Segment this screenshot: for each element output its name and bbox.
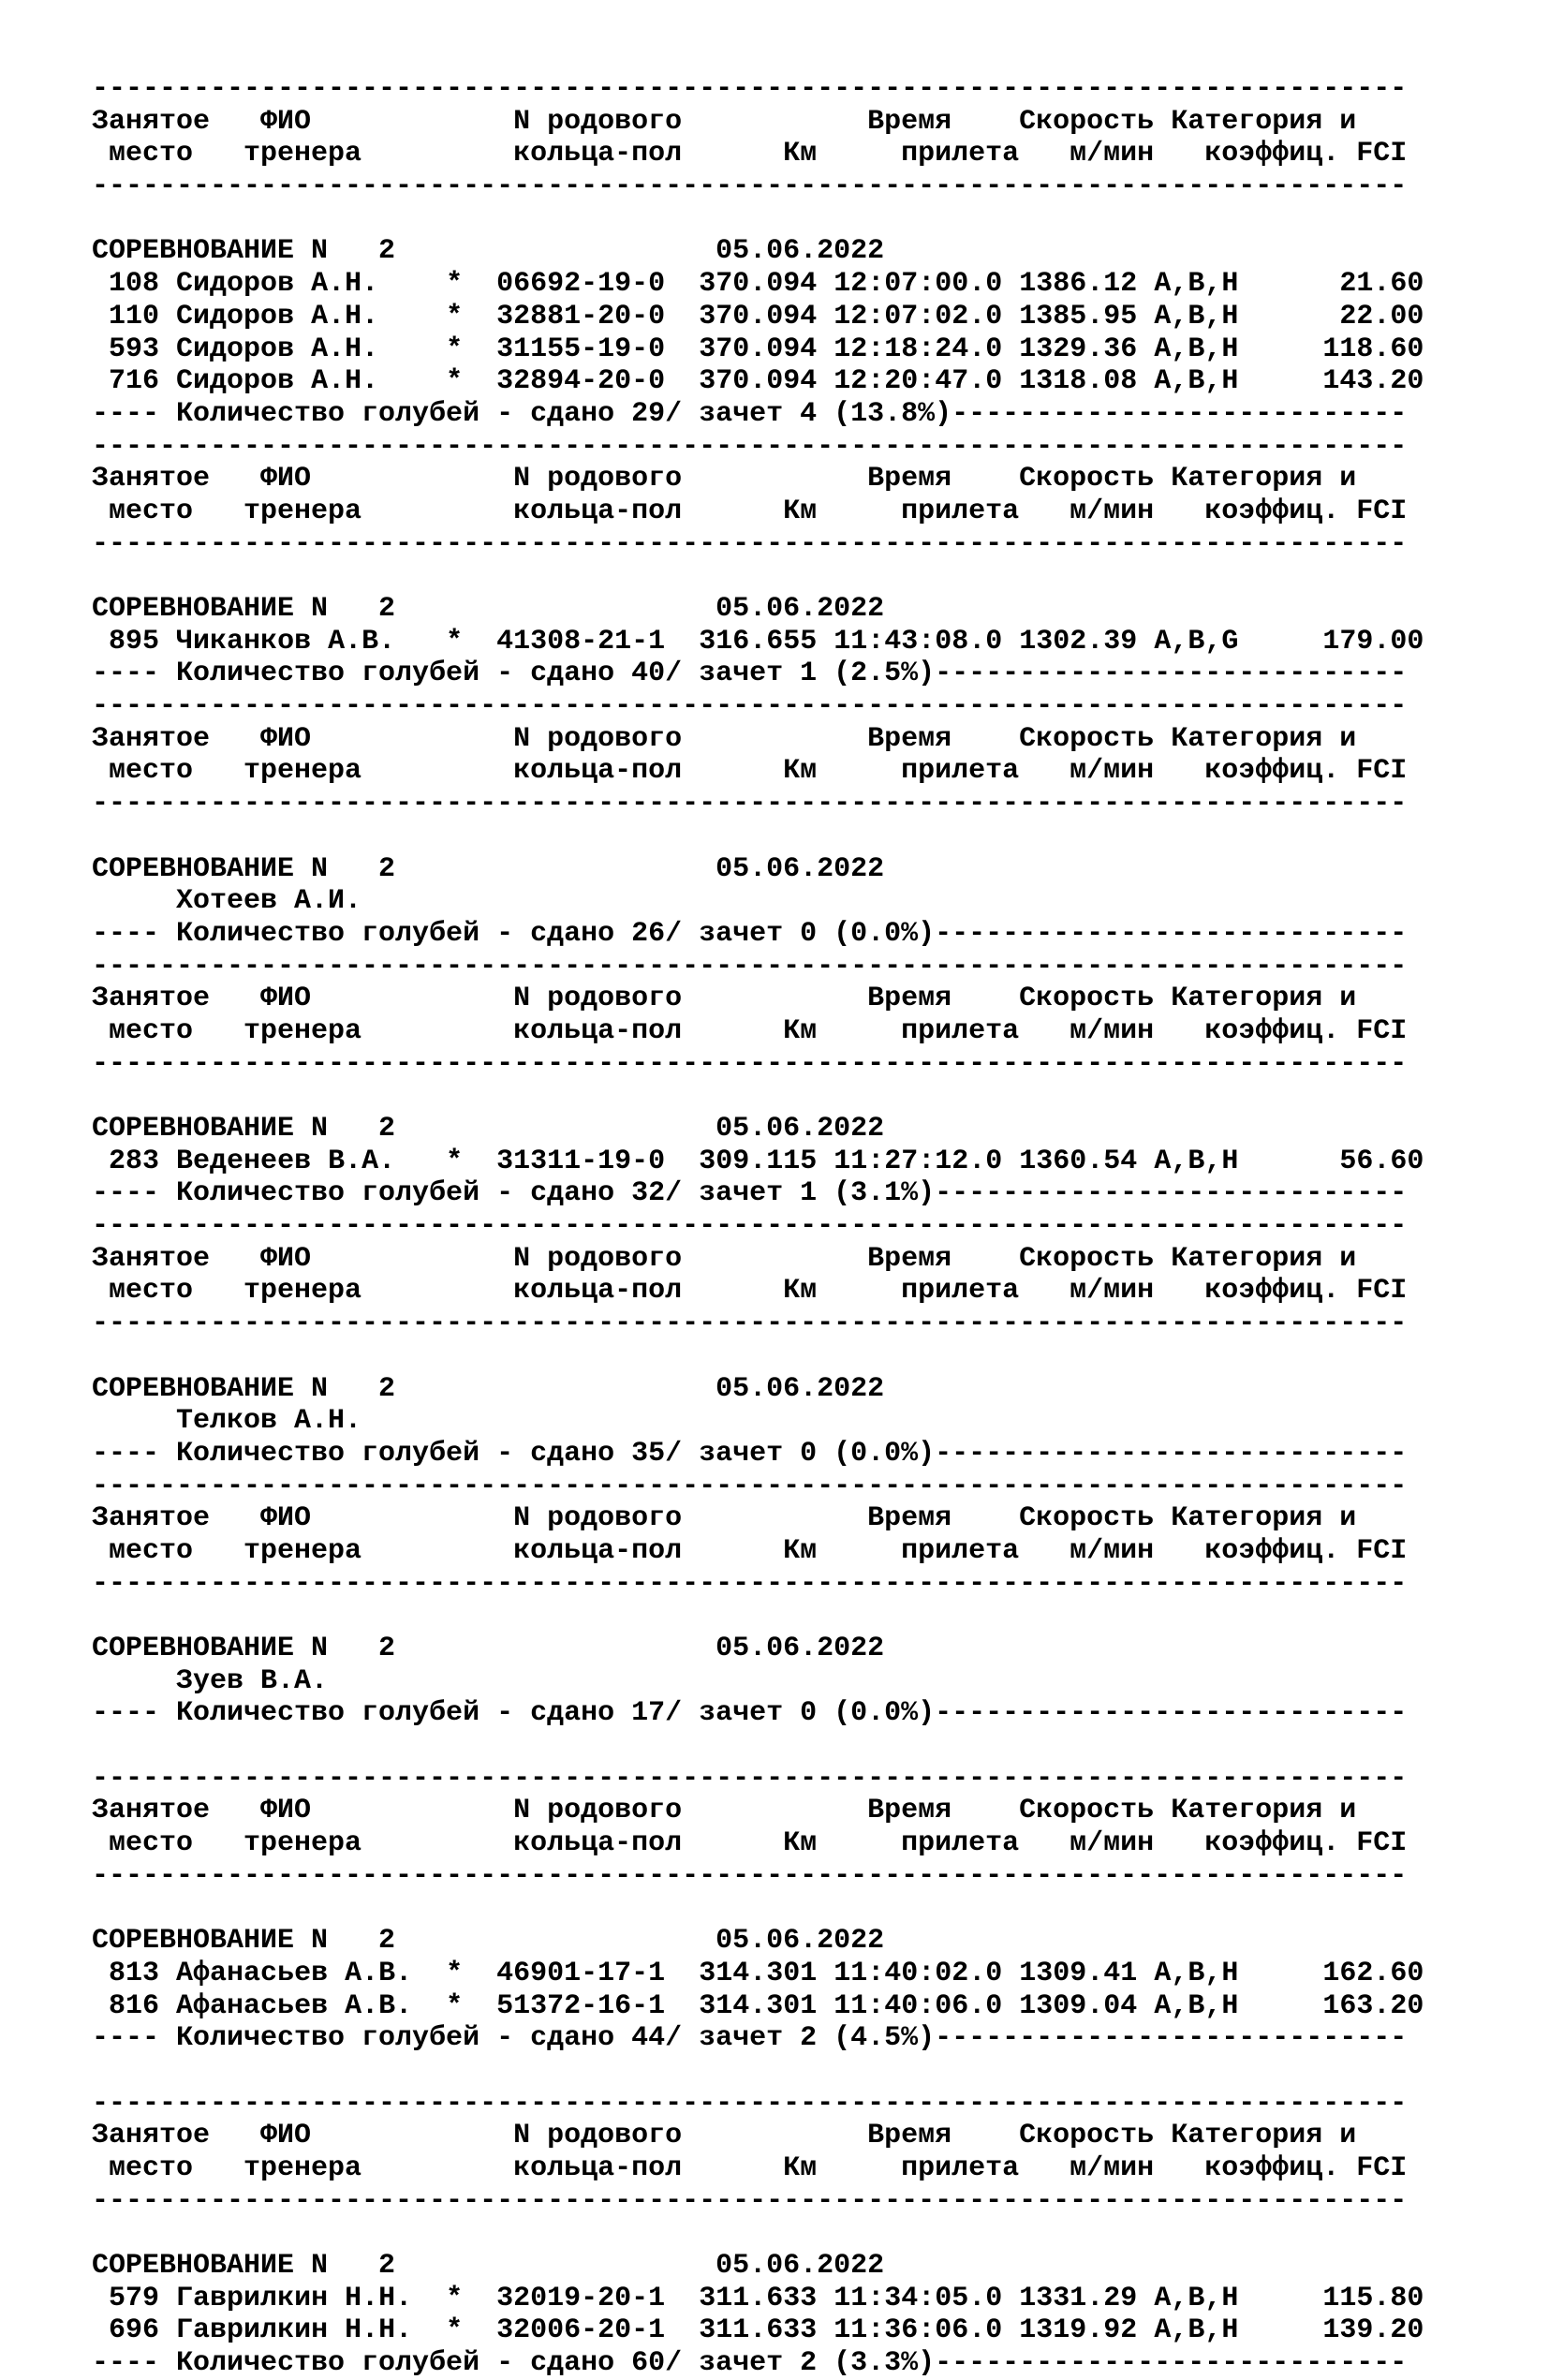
speed: 1360.54 (1019, 1145, 1138, 1177)
summary-line: ---- Количество голубей - сдано 29/ зачет 4 (13.8%)--------------------------- (92, 397, 1408, 430)
trainer-name: Веденеев В.А. (176, 1145, 396, 1177)
summary-line: ---- Количество голубей - сдано 60/ зачет 2 (3.3%)---------------------------- (92, 2347, 1408, 2380)
fci: 163.20 (1322, 1989, 1424, 2022)
ring-number: 32006-20-1 (496, 2314, 666, 2347)
header-line-1: Занятое ФИО N родового Время Скорость Категория и (92, 105, 1357, 138)
distance-km: 370.094 (699, 268, 818, 301)
place: 579 (109, 2282, 160, 2314)
header-line-1: Занятое ФИО N родового Время Скорость Категория и (92, 983, 1357, 1015)
header-line-2: место тренера кольца-пол Км прилета м/мин коэффиц. FCI (92, 495, 1408, 527)
header-line-2: место тренера кольца-пол Км прилета м/мин коэффиц. FCI (92, 1275, 1408, 1308)
header-line-1: Занятое ФИО N родового Время Скорость Категория и (92, 722, 1357, 755)
speed: 1309.04 (1019, 1989, 1138, 2022)
fci: 139.20 (1322, 2314, 1424, 2347)
rule: ------------------------------------------------------------------------------ (92, 690, 1408, 723)
mark: * (446, 333, 464, 365)
distance-km: 311.633 (699, 2314, 818, 2347)
header-line-2: место тренера кольца-пол Км прилета м/мин коэффиц. FCI (92, 755, 1408, 788)
result-row (92, 1146, 1424, 1178)
category: A,B,G (1154, 625, 1239, 658)
speed: 1302.39 (1019, 625, 1138, 658)
header-line-1: Занятое ФИО N родового Время Скорость Категория и (92, 1502, 1357, 1535)
distance-km: 316.655 (699, 625, 818, 658)
result-row (92, 268, 1424, 301)
arrival-time: 12:07:02.0 (834, 300, 1003, 333)
distance-km: 314.301 (699, 1989, 818, 2022)
summary-line: ---- Количество голубей - сдано 40/ зачет 1 (2.5%)---------------------------- (92, 658, 1408, 690)
competition-line (92, 1373, 1424, 1406)
arrival-time: 12:18:24.0 (834, 333, 1003, 365)
distance-km: 370.094 (699, 365, 818, 398)
header-line-2: место тренера кольца-пол Км прилета м/мин коэффиц. FCI (92, 2152, 1408, 2184)
speed: 1331.29 (1019, 2282, 1138, 2314)
rule: ------------------------------------------------------------------------------ (92, 73, 1408, 105)
category: A,B,H (1154, 268, 1239, 301)
ring-number: 51372-16-1 (496, 1989, 666, 2022)
rule: ------------------------------------------------------------------------------ (92, 2184, 1408, 2217)
competition-label: СОРЕВНОВАНИЕ N 2 (92, 593, 396, 625)
mark: * (446, 268, 464, 301)
arrival-time: 11:36:06.0 (834, 2314, 1003, 2347)
distance-km: 370.094 (699, 333, 818, 365)
ring-number: 31155-19-0 (496, 333, 666, 365)
rule: ------------------------------------------------------------------------------ (92, 527, 1408, 560)
rule: ------------------------------------------------------------------------------ (92, 2087, 1408, 2120)
trainer-name: Афанасьев А.В. (176, 1989, 413, 2022)
trainer-name: Гаврилкин Н.Н. (176, 2314, 413, 2347)
place: 895 (109, 625, 160, 658)
place: 110 (109, 300, 160, 333)
trainer-name: Сидоров А.Н. (176, 333, 379, 365)
race-results-printout (92, 73, 1424, 2380)
fci: 56.60 (1339, 1145, 1424, 1177)
competition-label: СОРЕВНОВАНИЕ N 2 (92, 1925, 396, 1958)
ring-number: 06692-19-0 (496, 268, 666, 301)
competition-label: СОРЕВНОВАНИЕ N 2 (92, 1633, 396, 1664)
summary-line: ---- Количество голубей - сдано 17/ зачет 0 (0.0%)---------------------------- (92, 1697, 1408, 1730)
category: A,B,H (1154, 365, 1239, 398)
result-row (92, 333, 1424, 366)
summary-line: ---- Количество голубей - сдано 32/ зачет 1 (3.1%)---------------------------- (92, 1177, 1408, 1210)
competition-label: СОРЕВНОВАНИЕ N 2 (92, 235, 396, 268)
mark: * (446, 625, 464, 658)
ring-number: 31311-19-0 (496, 1145, 666, 1177)
header-line-1: Занятое ФИО N родового Время Скорость Категория и (92, 1242, 1357, 1275)
mark: * (446, 1989, 464, 2022)
mark: * (446, 2314, 464, 2347)
trainer-name: Гаврилкин Н.Н. (176, 2282, 413, 2314)
competition-line (92, 1925, 1424, 1958)
result-row (92, 301, 1424, 333)
competition-date: 05.06.2022 (715, 593, 885, 625)
result-row (92, 626, 1424, 658)
result-row (92, 1958, 1424, 1990)
ring-number: 32019-20-1 (496, 2282, 666, 2314)
speed: 1329.36 (1019, 333, 1138, 365)
trainer-name: Сидоров А.Н. (176, 268, 379, 301)
distance-km: 309.115 (699, 1145, 818, 1177)
competition-line (92, 2250, 1424, 2283)
rule: ------------------------------------------------------------------------------ (92, 1210, 1408, 1243)
arrival-time: 11:43:08.0 (834, 625, 1003, 658)
mark: * (446, 365, 464, 398)
trainer-name: Афанасьев А.В. (176, 1957, 413, 1989)
competition-date: 05.06.2022 (715, 852, 885, 885)
place: 813 (109, 1957, 160, 1989)
speed: 1386.12 (1019, 268, 1138, 301)
competition-date: 05.06.2022 (715, 2250, 885, 2283)
mark: * (446, 1145, 464, 1177)
distance-km: 311.633 (699, 2282, 818, 2314)
speed: 1385.95 (1019, 300, 1138, 333)
arrival-time: 11:27:12.0 (834, 1145, 1003, 1177)
competition-date: 05.06.2022 (715, 1113, 885, 1145)
speed: 1318.08 (1019, 365, 1138, 398)
competition-label: СОРЕВНОВАНИЕ N 2 (92, 852, 396, 885)
mark: * (446, 300, 464, 333)
ring-number: 46901-17-1 (496, 1957, 666, 1989)
competition-date: 05.06.2022 (715, 1372, 885, 1405)
ring-number: 32881-20-0 (496, 300, 666, 333)
trainer-only-line: Хотеев А.И. (92, 885, 362, 918)
header-line-1: Занятое ФИО N родового Время Скорость Категория и (92, 2120, 1357, 2152)
category: A,B,H (1154, 2314, 1239, 2347)
header-line-2: место тренера кольца-пол Км прилета м/мин коэффиц. FCI (92, 1827, 1408, 1860)
header-line-1: Занятое ФИО N родового Время Скорость Категория и (92, 463, 1357, 495)
result-row (92, 1990, 1424, 2023)
header-line-2: место тренера кольца-пол Км прилета м/мин коэффиц. FCI (92, 1014, 1408, 1047)
rule: ------------------------------------------------------------------------------ (92, 1567, 1408, 1600)
fci: 162.60 (1322, 1957, 1424, 1989)
competition-date: 05.06.2022 (715, 235, 885, 268)
category: A,B,H (1154, 1957, 1239, 1989)
rule: ------------------------------------------------------------------------------ (92, 1308, 1408, 1340)
arrival-time: 11:34:05.0 (834, 2282, 1003, 2314)
rule: ------------------------------------------------------------------------------ (92, 1047, 1408, 1080)
arrival-time: 12:20:47.0 (834, 365, 1003, 398)
mark: * (446, 2282, 464, 2314)
distance-km: 314.301 (699, 1957, 818, 1989)
arrival-time: 12:07:00.0 (834, 268, 1003, 301)
summary-line: ---- Количество голубей - сдано 44/ зачет 2 (4.5%)---------------------------- (92, 2022, 1408, 2055)
ring-number: 32894-20-0 (496, 365, 666, 398)
speed: 1319.92 (1019, 2314, 1138, 2347)
place: 593 (109, 333, 160, 365)
fci: 22.00 (1339, 300, 1424, 333)
trainer-only-line: Телков А.Н. (92, 1405, 362, 1438)
competition-date: 05.06.2022 (715, 1633, 885, 1664)
place: 716 (109, 365, 160, 398)
rule: ------------------------------------------------------------------------------ (92, 1859, 1408, 1892)
fci: 179.00 (1322, 625, 1424, 658)
fci: 115.80 (1322, 2282, 1424, 2314)
competition-line (92, 593, 1424, 626)
fci: 118.60 (1322, 333, 1424, 365)
trainer-name: Чиканков А.В. (176, 625, 396, 658)
competition-label: СОРЕВНОВАНИЕ N 2 (92, 2250, 396, 2283)
competition-date: 05.06.2022 (715, 1925, 885, 1958)
ring-number: 41308-21-1 (496, 625, 666, 658)
result-row (92, 365, 1424, 398)
competition-line (92, 853, 1424, 886)
rule: ------------------------------------------------------------------------------ (92, 170, 1408, 203)
header-line-1: Занятое ФИО N родового Время Скорость Категория и (92, 1795, 1357, 1827)
category: A,B,H (1154, 300, 1239, 333)
mark: * (446, 1957, 464, 1989)
result-row (92, 2283, 1424, 2315)
competition-line (92, 1633, 1424, 1665)
trainer-only-line: Зуев В.А. (92, 1664, 329, 1697)
competition-label: СОРЕВНОВАНИЕ N 2 (92, 1113, 396, 1145)
fci: 21.60 (1339, 268, 1424, 301)
category: A,B,H (1154, 333, 1239, 365)
rule: ------------------------------------------------------------------------------ (92, 1470, 1408, 1502)
competition-line (92, 235, 1424, 268)
distance-km: 370.094 (699, 300, 818, 333)
trainer-name: Сидоров А.Н. (176, 300, 379, 333)
header-line-2: место тренера кольца-пол Км прилета м/мин коэффиц. FCI (92, 138, 1408, 170)
place: 283 (109, 1145, 160, 1177)
arrival-time: 11:40:02.0 (834, 1957, 1003, 1989)
header-line-2: место тренера кольца-пол Км прилета м/мин коэффиц. FCI (92, 1534, 1408, 1567)
trainer-name: Сидоров А.Н. (176, 365, 379, 398)
summary-line: ---- Количество голубей - сдано 26/ зачет 0 (0.0%)---------------------------- (92, 917, 1408, 950)
arrival-time: 11:40:06.0 (834, 1989, 1003, 2022)
place: 696 (109, 2314, 160, 2347)
result-row (92, 2314, 1424, 2347)
speed: 1309.41 (1019, 1957, 1138, 1989)
fci: 143.20 (1322, 365, 1424, 398)
category: A,B,H (1154, 1989, 1239, 2022)
competition-label: СОРЕВНОВАНИЕ N 2 (92, 1372, 396, 1405)
rule: ------------------------------------------------------------------------------ (92, 1762, 1408, 1795)
place: 108 (109, 268, 160, 301)
category: A,B,H (1154, 2282, 1239, 2314)
place: 816 (109, 1989, 160, 2022)
category: A,B,H (1154, 1145, 1239, 1177)
rule: ------------------------------------------------------------------------------ (92, 788, 1408, 820)
rule: ------------------------------------------------------------------------------ (92, 950, 1408, 983)
summary-line: ---- Количество голубей - сдано 35/ зачет 0 (0.0%)---------------------------- (92, 1437, 1408, 1470)
competition-line (92, 1113, 1424, 1146)
rule: ------------------------------------------------------------------------------ (92, 430, 1408, 463)
